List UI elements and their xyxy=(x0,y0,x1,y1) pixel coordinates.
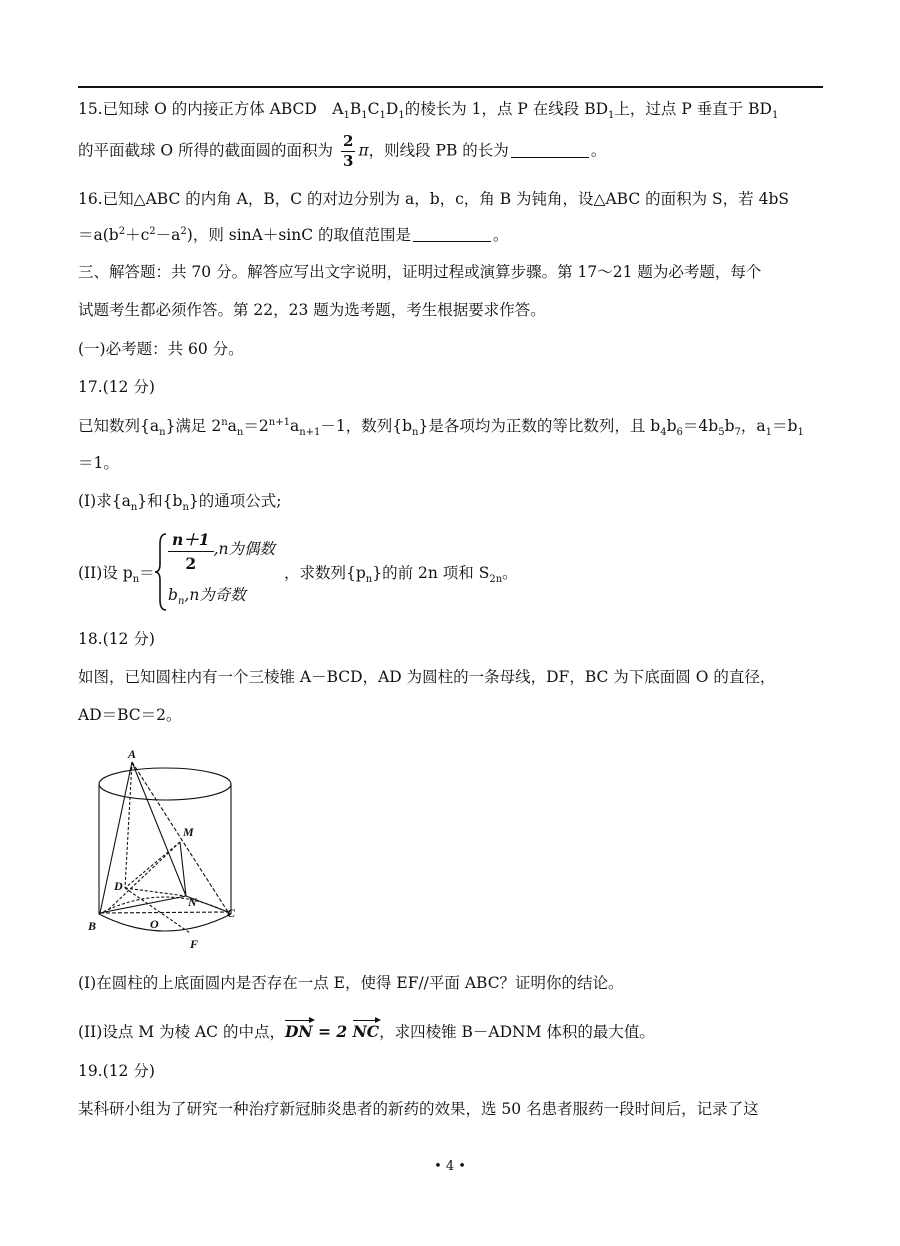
fig-label-b: B xyxy=(88,919,97,933)
fig-label-c: C xyxy=(227,906,236,920)
top-rule xyxy=(78,86,823,88)
cylinder-figure xyxy=(80,748,250,953)
q18-part1: (I)在圆柱的上底面圆内是否存在一点 E，使得 EF//平面 ABC？证明你的结论。 xyxy=(78,974,624,992)
vector-nc: NC xyxy=(352,1022,380,1041)
q16-answer-blank xyxy=(413,227,491,242)
q15-fraction: $\frac{2}{3}$ xyxy=(343,132,354,170)
brace-icon xyxy=(154,532,168,612)
q18-header: 18.(12 分) xyxy=(78,630,155,648)
section3-line1: 三、解答题：共 70 分。解答应写出文字说明，证明过程或演算步骤。第 17～21 题为必考题，每个 xyxy=(78,263,762,281)
q18-line1: 如图，已知圆柱内有一个三棱锥 A－BCD，AD 为圆柱的一条母线，DF，BC 为下底面圆 O 的直径， xyxy=(78,668,776,686)
page-number: • 4 • xyxy=(434,1159,466,1174)
q15-answer-blank xyxy=(511,143,589,158)
fig-label-o: O xyxy=(150,917,159,931)
q17-line2: ＝1。 xyxy=(78,454,119,472)
q17-part2: (II)设 $p_n=$ $\frac{n+1}{2}$ ,n为偶数 $b_n,n$为奇数 ，求数列$\{p_n\}$的前 2n 项和 $S_{2n}$。 xyxy=(78,532,678,612)
piecewise-case-even: $\frac{n+1}{2}$ ,n为偶数 xyxy=(168,532,275,571)
q17-part1: (I)求$\{a_n\}$和$\{b_n\}$的通项公式; xyxy=(78,492,282,514)
fig-label-m: M xyxy=(183,825,194,839)
q17-header: 17.(12 分) xyxy=(78,378,155,396)
q15-line2: 的平面截球 O 所得的截面圆的面积为 $\frac{2}{3}$ π，则线段 PB 的长为 。 xyxy=(78,132,607,170)
q19-header: 19.(12 分) xyxy=(78,1062,155,1080)
fig-label-a: A xyxy=(128,748,137,761)
q16-line1: 16.已知△ABC 的内角 A，B，C 的对边分别为 a，b，c，角 B 为钝角，设△ABC 的面积为 S，若 4bS xyxy=(78,190,789,208)
q18-part2: (II)设点 M 为棱 AC 的中点，DN = 2 NC，求四棱锥 B－ADNM 体积的最大值。 xyxy=(78,1022,655,1041)
q15-line1: 15.已知球 O 的内接正方体 ABCD $A_1B_1C_1D_1$的棱长为 1，点 P 在线段 $BD_1$上，过点 P 垂直于 $BD_1$ xyxy=(78,100,779,122)
section3-part1: (一)必考题：共 60 分。 xyxy=(78,340,244,358)
q19-line1: 某科研小组为了研究一种治疗新冠肺炎患者的新药的效果，选 50 名患者服药一段时间后，记录了这 xyxy=(78,1100,759,1118)
section3-line2: 试题考生都必须作答。第 22，23 题为选考题，考生根据要求作答。 xyxy=(78,301,546,319)
q16-line2: $=a(b^2+c^2-a^2)$，则 sinA＋sinC 的取值范围是 。 xyxy=(78,225,509,244)
q17-line1: 已知数列$\{a_n\}$满足 $2^na_n=2^{n+1}a_{n+1}-1$，数列$\{b_n\}$是各项均为正数的等比数列，且 $b_4b_6=4b_5b_7$，$a_1=b_1$ xyxy=(78,416,804,439)
q18-line2: AD＝BC＝2。 xyxy=(78,706,182,724)
piecewise-case-odd: $b_n,n$为奇数 xyxy=(168,586,246,608)
fig-label-f: F xyxy=(190,937,199,951)
fig-label-d: D xyxy=(114,879,123,893)
vector-dn: DN xyxy=(284,1022,313,1041)
fig-label-n: N xyxy=(188,895,197,909)
